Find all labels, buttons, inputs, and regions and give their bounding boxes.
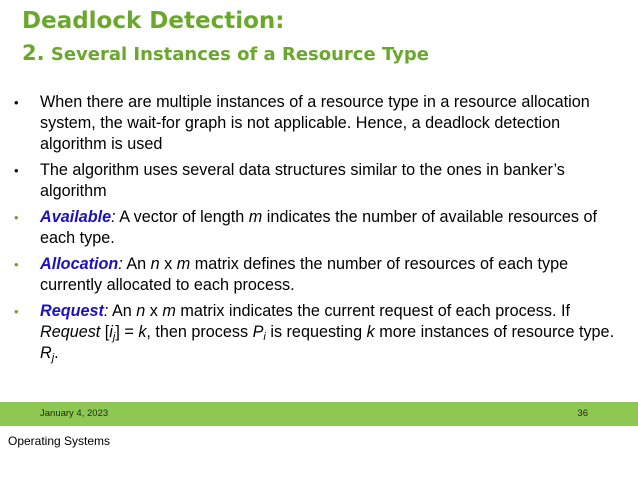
var-m: m [162,302,176,320]
page-number: 36 [577,408,588,419]
bracket-open: [ [100,323,110,341]
bullet-text: The algorithm uses several data structures similar to the ones in banker’s algorithm [40,161,565,200]
var-m: m [176,255,191,273]
bullet-text-part: matrix indicates the current request of each process. If [175,302,570,320]
slide-title-text: Several Instances of a Resource Type [44,44,429,65]
bullet-item-multiple-instances [10,92,618,155]
term-available: Available [40,208,112,226]
slide-title-line2 [22,43,429,64]
footer-date: January 4, 2023 [40,408,109,419]
bullet-marker: • [14,163,19,178]
subscript-j: j [112,331,116,343]
bullet-text-part: indicates the number of available resources of each type. [40,208,597,247]
bullet-item-available [10,207,618,249]
bullet-text-part: , then process [146,323,253,341]
term-allocation: Allocation [40,255,119,273]
footer-bar [0,402,638,426]
bullet-marker: • [14,95,19,110]
subscript-j: j [51,352,55,364]
bullet-text-part: is requesting [265,323,367,341]
bullet-text-part: An [122,255,151,273]
bullet-item-data-structures [10,160,618,202]
bullet-marker: • [14,304,19,319]
var-k: k [138,323,147,341]
bullet-marker: • [14,210,19,225]
course-name: Operating Systems [8,434,111,448]
bullet-text-part: x [159,255,177,273]
term-colon: : [111,208,116,226]
bullet-text: When there are multiple instances of a resource type in a resource allocation system, the wait-for graph is not applicable. Hence, a deadlock detection algorithm is used [40,93,590,153]
var-request: Request [40,323,101,341]
bullet-text-part: A vector of length [115,208,249,226]
bracket-close: ] = [115,323,139,341]
var-k: k [366,323,375,341]
bullet-text-part: An [108,302,137,320]
var-n: n [150,255,160,273]
bullet-text-part: x [145,302,163,320]
bullet-text-part: more instances of resource type. [374,323,615,341]
var-i: i [109,323,113,341]
bullet-item-allocation [10,254,618,296]
term-colon: : [103,302,109,320]
subscript-i: i [263,331,266,343]
slide-title [22,10,429,64]
bullet-item-request [10,301,618,364]
term-colon: : [118,255,123,273]
var-p: P [252,323,264,341]
slide-title-line1: Deadlock Detection: [22,8,285,34]
period: . [54,344,59,362]
bullet-text-part: matrix defines the number of resources of each type currently allocated to each process. [40,255,569,294]
term-request: Request [40,302,104,320]
bullet-list [10,92,618,369]
var-r: R [40,344,52,362]
var-m: m [248,208,263,226]
var-n: n [136,302,146,320]
bullet-marker: • [14,257,19,272]
slide-title-number: 2. [22,41,45,65]
